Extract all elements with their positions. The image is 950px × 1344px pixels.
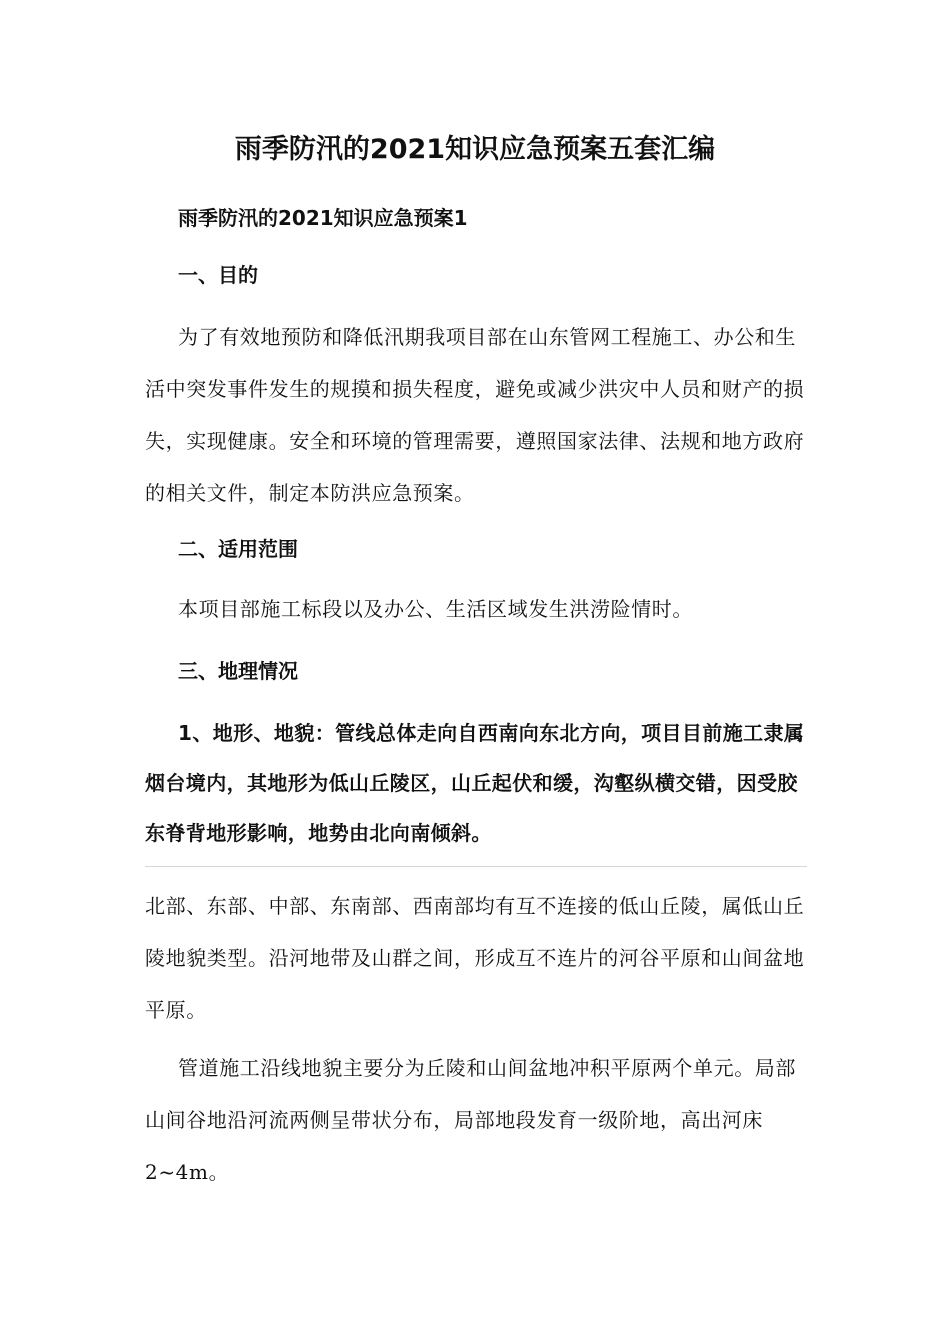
page-divider xyxy=(145,866,807,867)
section-body-scope: 本项目部施工标段以及办公、生活区域发生洪涝险情时。 xyxy=(178,597,693,621)
section-body-terrain-continued: 北部、东部、中部、东南部、西南部均有互不连接的低山丘陵，属低山丘陵地貌类型。沿河地带及山群之间，形成互不连片的河谷平原和山间盆地平原。 xyxy=(145,894,805,1022)
section-body-pipeline-landform: 管道施工沿线地貌主要分为丘陵和山间盆地冲积平原两个单元。局部山间谷地沿河流两侧呈带状分布，局部地段发育一级阶地，高出河床2~4m。 xyxy=(145,1056,796,1184)
section-heading-scope: 二、适用范围 xyxy=(178,537,298,561)
document-subtitle: 雨季防汛的2021知识应急预案1 xyxy=(178,206,468,230)
section-heading-geography: 三、地理情况 xyxy=(178,659,298,683)
section-heading-purpose: 一、目的 xyxy=(178,263,258,287)
section-body-terrain: 1、地形、地貌：管线总体走向自西南向东北方向，项目目前施工隶属烟台境内，其地形为低山丘陵区，山丘起伏和缓，沟壑纵横交错，因受胶东脊背地形影响，地势由北向南倾斜。 xyxy=(145,721,805,845)
section-body-purpose: 为了有效地预防和降低汛期我项目部在山东管网工程施工、办公和生活中突发事件发生的规摸和损失程度，避免或减少洪灾中人员和财产的损失，实现健康。安全和环境的管理需要，遵照国家法律、法规和地方政府的相关文件，制定本防洪应急预案。 xyxy=(145,325,805,505)
document-title: 雨季防汛的2021知识应急预案五套汇编 xyxy=(234,134,716,165)
